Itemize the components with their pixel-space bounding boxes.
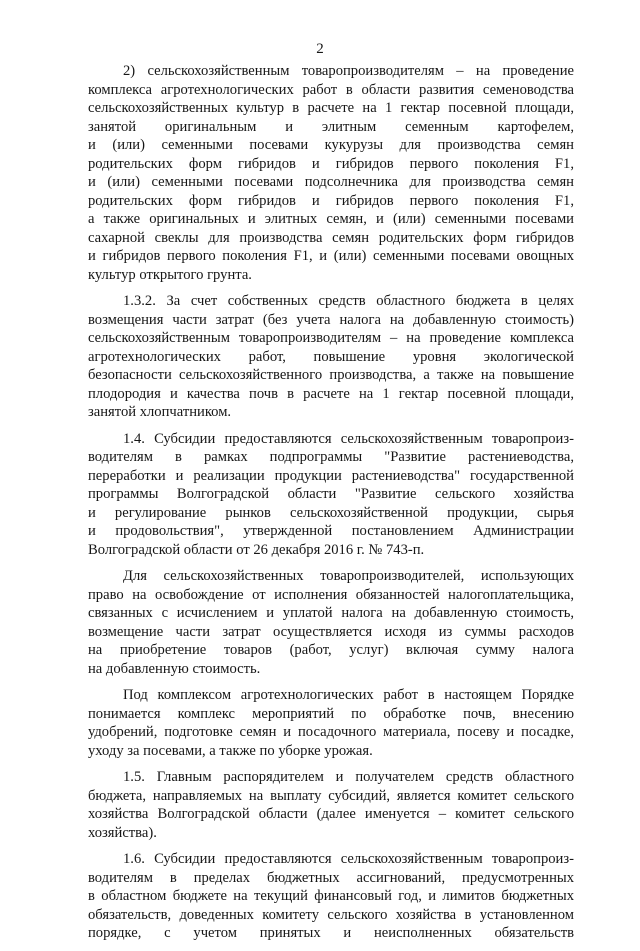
text-line: на добавленную стоимость. [88, 660, 261, 677]
text-line: занятой хлопчатником. [88, 404, 232, 420]
document-body [88, 62, 574, 951]
text-line: программы Волгоградской области "Развитие сельского хозяйства [88, 486, 574, 502]
text-line: занятой оригинальным и элитным семенным картофелем, [88, 118, 574, 135]
text-line: Под комплексом агротехнологических работ в настоящем Порядке [123, 687, 574, 703]
paragraph [88, 62, 574, 284]
text-line: сельскохозяйственных культур в расчете на 1 гектар посевной площади, [88, 100, 574, 116]
paragraph [88, 292, 574, 422]
paragraph [88, 850, 574, 943]
text-line: комплекса агротехнологических работ в области развития семеноводства [88, 81, 574, 98]
text-line: Для сельскохозяйственных товаропроизводителей, использующих [123, 568, 574, 584]
text-line: сахарной свеклы для производства семян родительских форм гибридов [88, 229, 574, 246]
text-line: и регулирование рынков сельскохозяйственной продукции, сырья [88, 504, 574, 521]
text-line: уходу за посевами, а также по уборке урожая. [88, 742, 373, 759]
text-line: в областном бюджете на текущий финансовый год, и лимитов бюджетных [88, 888, 574, 904]
text-line: удобрений, подготовке семян и посадочного материала, посеву и посадке, [88, 724, 574, 740]
text-line: связанных с исчислением и уплатой налога на добавленную стоимость, [88, 605, 574, 621]
text-line: 1.4. Субсидии предоставляются сельскохозяйственным товаропроиз- [123, 430, 574, 447]
text-line: возмещение части затрат осуществляется исходя из суммы расходов [88, 623, 574, 640]
text-line: хозяйства). [88, 824, 157, 841]
text-line: водителям в пределах бюджетных ассигнований, предусмотренных [88, 869, 574, 886]
text-line: агротехнологических работ, повышение уровня экологической [88, 348, 574, 365]
text-line: и гибридов первого поколения F1, и (или) семенными посевами овощных [88, 248, 574, 264]
text-line: безопасности сельскохозяйственного производства, а также на повышение [88, 367, 574, 383]
text-line: водителям в рамках подпрограммы "Развитие растениеводства, [88, 449, 574, 465]
paragraph [88, 430, 574, 560]
text-line: хозяйства Волгоградской области (далее именуется – комитет сельского [88, 806, 574, 822]
text-line: понимается комплекс мероприятий по обработке почв, внесению [88, 705, 574, 722]
page-number: 2 [316, 41, 324, 57]
text-line: 1.6. Субсидии предоставляются сельскохозяйственным товаропроиз- [123, 851, 574, 867]
text-line: сельскохозяйственным товаропроизводителям – на проведение комплекса [88, 330, 574, 346]
text-line: 2) сельскохозяйственным товаропроизводителям – на проведение [123, 63, 574, 79]
text-line: и (или) семенными посевами кукурузы для производства семян [88, 137, 574, 153]
text-line: и продовольствия", утвержденной постановлением Администрации [88, 523, 574, 539]
text-line: а также оригинальных и элитных семян, и (или) семенными посевами [88, 211, 574, 227]
text-line: на приобретение товаров (работ, услуг) включая сумму налога [88, 642, 574, 658]
text-line: родительских форм гибридов и гибридов первого поколения F1, [88, 192, 574, 209]
paragraph [88, 768, 574, 842]
text-line: 1.5. Главным распорядителем и получателем средств областного [123, 769, 574, 785]
text-line: 1.3.2. За счет собственных средств областного бюджета в целях [123, 293, 574, 309]
text-line: Волгоградской области от 26 декабря 2016 г. № 743-п. [88, 541, 425, 558]
text-line: культур открытого грунта. [88, 266, 252, 283]
paragraph [88, 686, 574, 760]
text-line: порядке, с учетом принятых и неисполненных обязательств [88, 925, 574, 941]
text-line: и (или) семенными посевами подсолнечника для производства семян [88, 174, 574, 190]
text-line: плодородия и качества почв в расчете на 1 гектар посевной площади, [88, 385, 574, 402]
text-line: право на освобождение от исполнения обязанностей налогоплательщика, [88, 586, 574, 603]
paragraph [88, 567, 574, 678]
text-line: обязательств, доведенных комитету сельского хозяйства в установленном [88, 906, 574, 923]
text-line: бюджета, направляемых на выплату субсидий, является комитет сельского [88, 787, 574, 804]
text-line: родительских форм гибридов и гибридов первого поколения F1, [88, 155, 574, 172]
text-line: переработки и реализации продукции растениеводства" государственной [88, 467, 574, 484]
text-line: возмещения части затрат (без учета налога на добавленную стоимость) [88, 311, 574, 328]
